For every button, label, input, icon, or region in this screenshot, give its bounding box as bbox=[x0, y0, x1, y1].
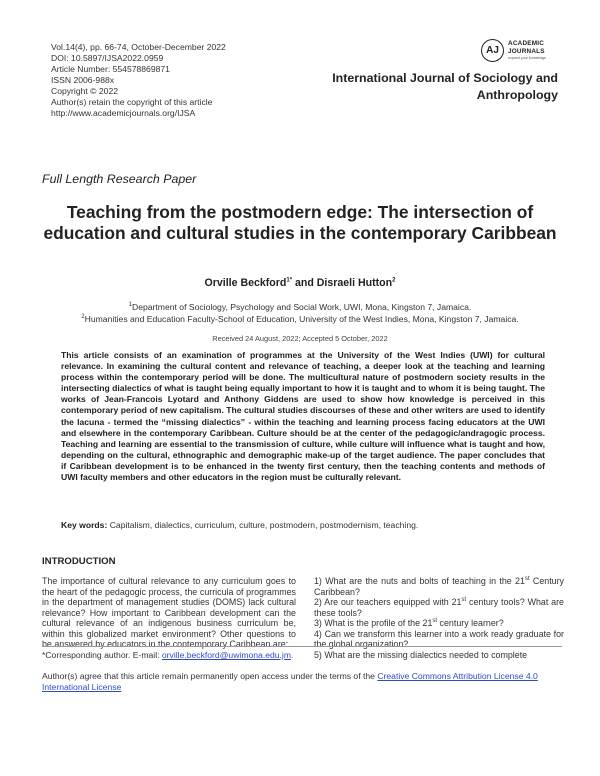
authors-and: and bbox=[292, 277, 317, 289]
question-3-post: century learner? bbox=[437, 618, 504, 628]
affiliation-2 bbox=[0, 314, 600, 326]
received-dates: Received 24 August, 2022; Accepted 5 October, 2022 bbox=[212, 334, 388, 343]
author-email-link[interactable]: orville.beckford@uwimona.edu.jm bbox=[161, 650, 291, 660]
question-1-post: Century Caribbean? bbox=[314, 576, 564, 597]
author-2: Disraeli Hutton bbox=[316, 277, 393, 289]
journal-title bbox=[332, 70, 558, 104]
question-1-sup: st bbox=[524, 576, 530, 583]
author-2-sup: 2 bbox=[392, 277, 396, 284]
question-2-post: century tools? What are these tools? bbox=[314, 597, 564, 618]
logo-tagline: expand your knowledge bbox=[508, 56, 546, 60]
article-meta bbox=[51, 42, 226, 119]
license-link[interactable]: Creative Commons Attribution License 4.0 International License bbox=[42, 671, 538, 692]
question-5 bbox=[314, 650, 564, 661]
affiliation-1-text: Department of Sociology, Psychology and Social Work, UWI, Mona, Kingston 7, Jamaica. bbox=[132, 302, 472, 312]
journal-title-line1: International Journal of Sociology and bbox=[332, 71, 558, 85]
question-2-pre: 2) Are our teachers equipped with 21 bbox=[314, 597, 462, 607]
meta-copyright: Copyright © 2022 bbox=[51, 86, 119, 96]
corresponding-author bbox=[42, 650, 293, 660]
abstract: This article consists of an examination of programmes at the University of the West Indies (UWI) for cultural relevance. In examining the cultural content and relevance of teaching, a deeper look at the teaching and learning process within the contemporary period will be done. The multicultural nature of postmodern society results in the intersecting dialectics of what is taught being equally important to how it is taught and to whom it is being taught. The works of Jean-Francois Lyotard and Anthony Giddens are used to show how knowledge is perceived in this contemporary period of new capitalism. The cultural studies discourses of these and other writers are used to identify the lacuna - termed the “missing dialectics” - within the teaching and learning process facing educators at the UWI and elsewhere in the contemporary Caribbean. Culture should be at the center of the pedagogic/andragogic process. Teaching and learning are essential to the transmission of culture, while culture will influence what is taught and how, depending on the cultural, ethnographic and demographic make-up of the target audience. The paper concludes that if Caribbean development is to be enhanced in the twenty first century, then the teaching contents and methods of UWI faculty members and other educators in the region must be culturally relevant. bbox=[61, 350, 545, 483]
question-1-pre: 1) What are the nuts and bolts of teaching in the 21 bbox=[314, 576, 525, 586]
meta-article-number: Article Number: 554578869871 bbox=[51, 64, 170, 74]
authors bbox=[0, 277, 600, 289]
author-1: Orville Beckford bbox=[204, 277, 287, 289]
license-text: Author(s) agree that this article remain permanently open access under the terms of the bbox=[42, 671, 378, 681]
article-title: Teaching from the postmodern edge: The intersection of education and cultural studies in the contemporary Caribbean bbox=[43, 202, 557, 243]
publisher-logo bbox=[481, 37, 561, 65]
journal-title-line2: Anthropology bbox=[476, 88, 558, 102]
affiliation-2-text: Humanities and Education Faculty-School of Education, University of the West Indies, Mona, Kingston 7, Jamaica. bbox=[84, 313, 519, 324]
question-3-pre: 3) What is the profile of the 21 bbox=[314, 618, 433, 628]
question-4-pre: 4) Can we transform this learner into a work ready graduate for the global organization? bbox=[314, 628, 564, 649]
meta-retain: Author(s) retain the copyright of this article bbox=[51, 97, 213, 107]
meta-issn: ISSN 2006-988x bbox=[51, 75, 115, 85]
footnote-end: . bbox=[291, 650, 294, 660]
intro-left-column: The importance of cultural relevance to any curriculum goes to the heart of the pedagogic process, the curricula of programmes in the department of management studies (DOMS) lack cultural relevance? How important to Caribbean development can the cultural relevance of an indigenous business curriculum be, within this globalized market environment? Other questions to be answered by educators in the contemporary Caribbean are: bbox=[42, 576, 296, 649]
license-notice bbox=[42, 671, 562, 693]
question-2-sup: st bbox=[461, 597, 467, 604]
meta-url: http://www.academicjournals.org/IJSA bbox=[51, 108, 196, 118]
meta-doi: DOI: 10.5897/IJSA2022.0959 bbox=[51, 53, 164, 63]
footnote-text: *Corresponding author. E-mail: bbox=[42, 650, 162, 660]
question-3 bbox=[314, 618, 564, 629]
affiliation-2-sup: 2 bbox=[81, 313, 85, 320]
author-1-sup: 1* bbox=[286, 277, 293, 284]
question-5-pre: 5) What are the missing dialectics needed to complete bbox=[314, 649, 528, 660]
question-3-sup: st bbox=[432, 618, 438, 625]
affiliations bbox=[0, 302, 600, 325]
affiliation-1 bbox=[0, 302, 600, 314]
question-2 bbox=[314, 597, 564, 618]
aj-logo-icon: AJ bbox=[481, 39, 504, 62]
intro-right-column bbox=[314, 576, 564, 660]
introduction-heading: INTRODUCTION bbox=[42, 556, 116, 567]
logo-name-line1: ACADEMIC bbox=[508, 40, 545, 47]
question-1 bbox=[314, 576, 564, 597]
logo-name bbox=[508, 40, 545, 55]
paper-type: Full Length Research Paper bbox=[42, 172, 197, 186]
footnote-divider bbox=[42, 646, 562, 647]
affiliation-1-sup: 1 bbox=[128, 302, 133, 309]
keywords bbox=[61, 520, 545, 530]
keywords-text: Capitalism, dialectics, curriculum, culture, postmodern, postmodernism, teaching. bbox=[107, 520, 419, 530]
meta-volume: Vol.14(4), pp. 66-74, October-December 2022 bbox=[51, 42, 226, 52]
keywords-label: Key words: bbox=[61, 520, 108, 530]
logo-name-line2: JOURNALS bbox=[508, 47, 545, 55]
